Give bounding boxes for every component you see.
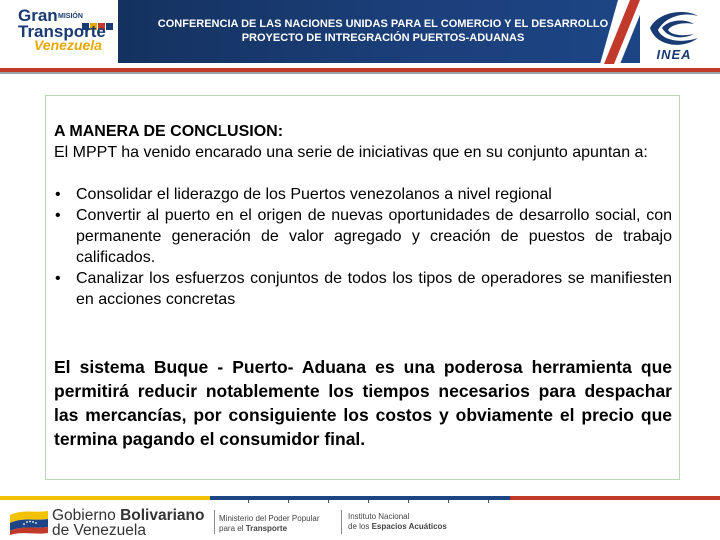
footer-stripe-yellow — [0, 496, 210, 500]
header-title-line1: CONFERENCIA DE LAS NACIONES UNIDAS PARA EL COMERCIO Y EL DESARROLLO — [157, 18, 609, 30]
logo-transporte-text: Transporte — [18, 22, 106, 41]
header-title-line2: PROYECTO DE INTREGRACIÓN PUERTOS-ADUANAS — [241, 32, 525, 44]
list-item — [54, 184, 672, 205]
header-bar — [0, 0, 720, 75]
list-item — [54, 205, 672, 268]
list-item-text: Canalizar los esfuerzos conjuntos de todos los tipos de operadores se manifiesten en acciones concretas — [76, 270, 672, 308]
de-venezuela-text: de Venezuela — [52, 522, 146, 539]
gobierno-bold: Bolivariano — [120, 507, 205, 524]
footer-stripe-red — [510, 496, 720, 500]
ministerio-line2 — [219, 524, 287, 534]
header-title — [118, 17, 648, 45]
logo-mision-text: MISIÓN — [58, 13, 83, 20]
ministerio-line1: Ministerio del Poder Popular — [219, 514, 320, 523]
content-text-block — [54, 121, 672, 451]
inea-logo-text: INEA — [656, 47, 692, 62]
bullet-icon: • — [55, 207, 61, 224]
gobierno-prefix: Gobierno — [52, 507, 121, 524]
bullet-icon: • — [55, 186, 61, 203]
ministerio-line2-prefix: para el — [219, 524, 246, 533]
list-item-text: Consolidar el liderazgo de los Puertos venezolanos a nivel regional — [76, 186, 552, 203]
list-item — [54, 268, 672, 310]
instituto-line1: Instituto Nacional — [348, 512, 410, 521]
footer-separator — [341, 510, 342, 534]
bullet-icon: • — [55, 270, 61, 287]
initiatives-list — [54, 184, 672, 310]
footer-stripe-blue — [210, 496, 510, 500]
logo-gran-text: Gran — [18, 6, 58, 25]
instituto-line2-prefix: de los — [348, 522, 372, 531]
intro-paragraph: El MPPT ha venido encarado una serie de iniciativas que en su conjunto apuntan a: — [54, 144, 648, 161]
ministerio-line2-bold: Transporte — [245, 524, 288, 533]
instituto-line2-bold: Espacios Acuáticos — [371, 522, 447, 531]
footer-stripe — [0, 496, 720, 500]
header-gray-line — [0, 72, 720, 74]
list-item-text: Convertir al puerto en el origen de nuevas oportunidades de desarrollo social, con permanente generación de valor agregado y creación de puestos de trabajo calificados. — [76, 207, 672, 266]
logo-venezuela-text: Venezuela — [34, 37, 102, 53]
conclusion-heading: A MANERA DE CONCLUSION: — [54, 123, 284, 140]
instituto-line2 — [348, 522, 447, 532]
venezuela-flag-icon — [8, 509, 50, 535]
footer-separator — [214, 510, 215, 534]
content-box — [45, 95, 680, 480]
conclusion-statement: El sistema Buque - Puerto- Aduana es una poderosa herramienta que permitirá reducir notablemente los tiempos necesarios para despachar las mercancías, por consiguiente los costos y obviamente el precio que termina pagando el consumidor final. — [54, 357, 672, 449]
